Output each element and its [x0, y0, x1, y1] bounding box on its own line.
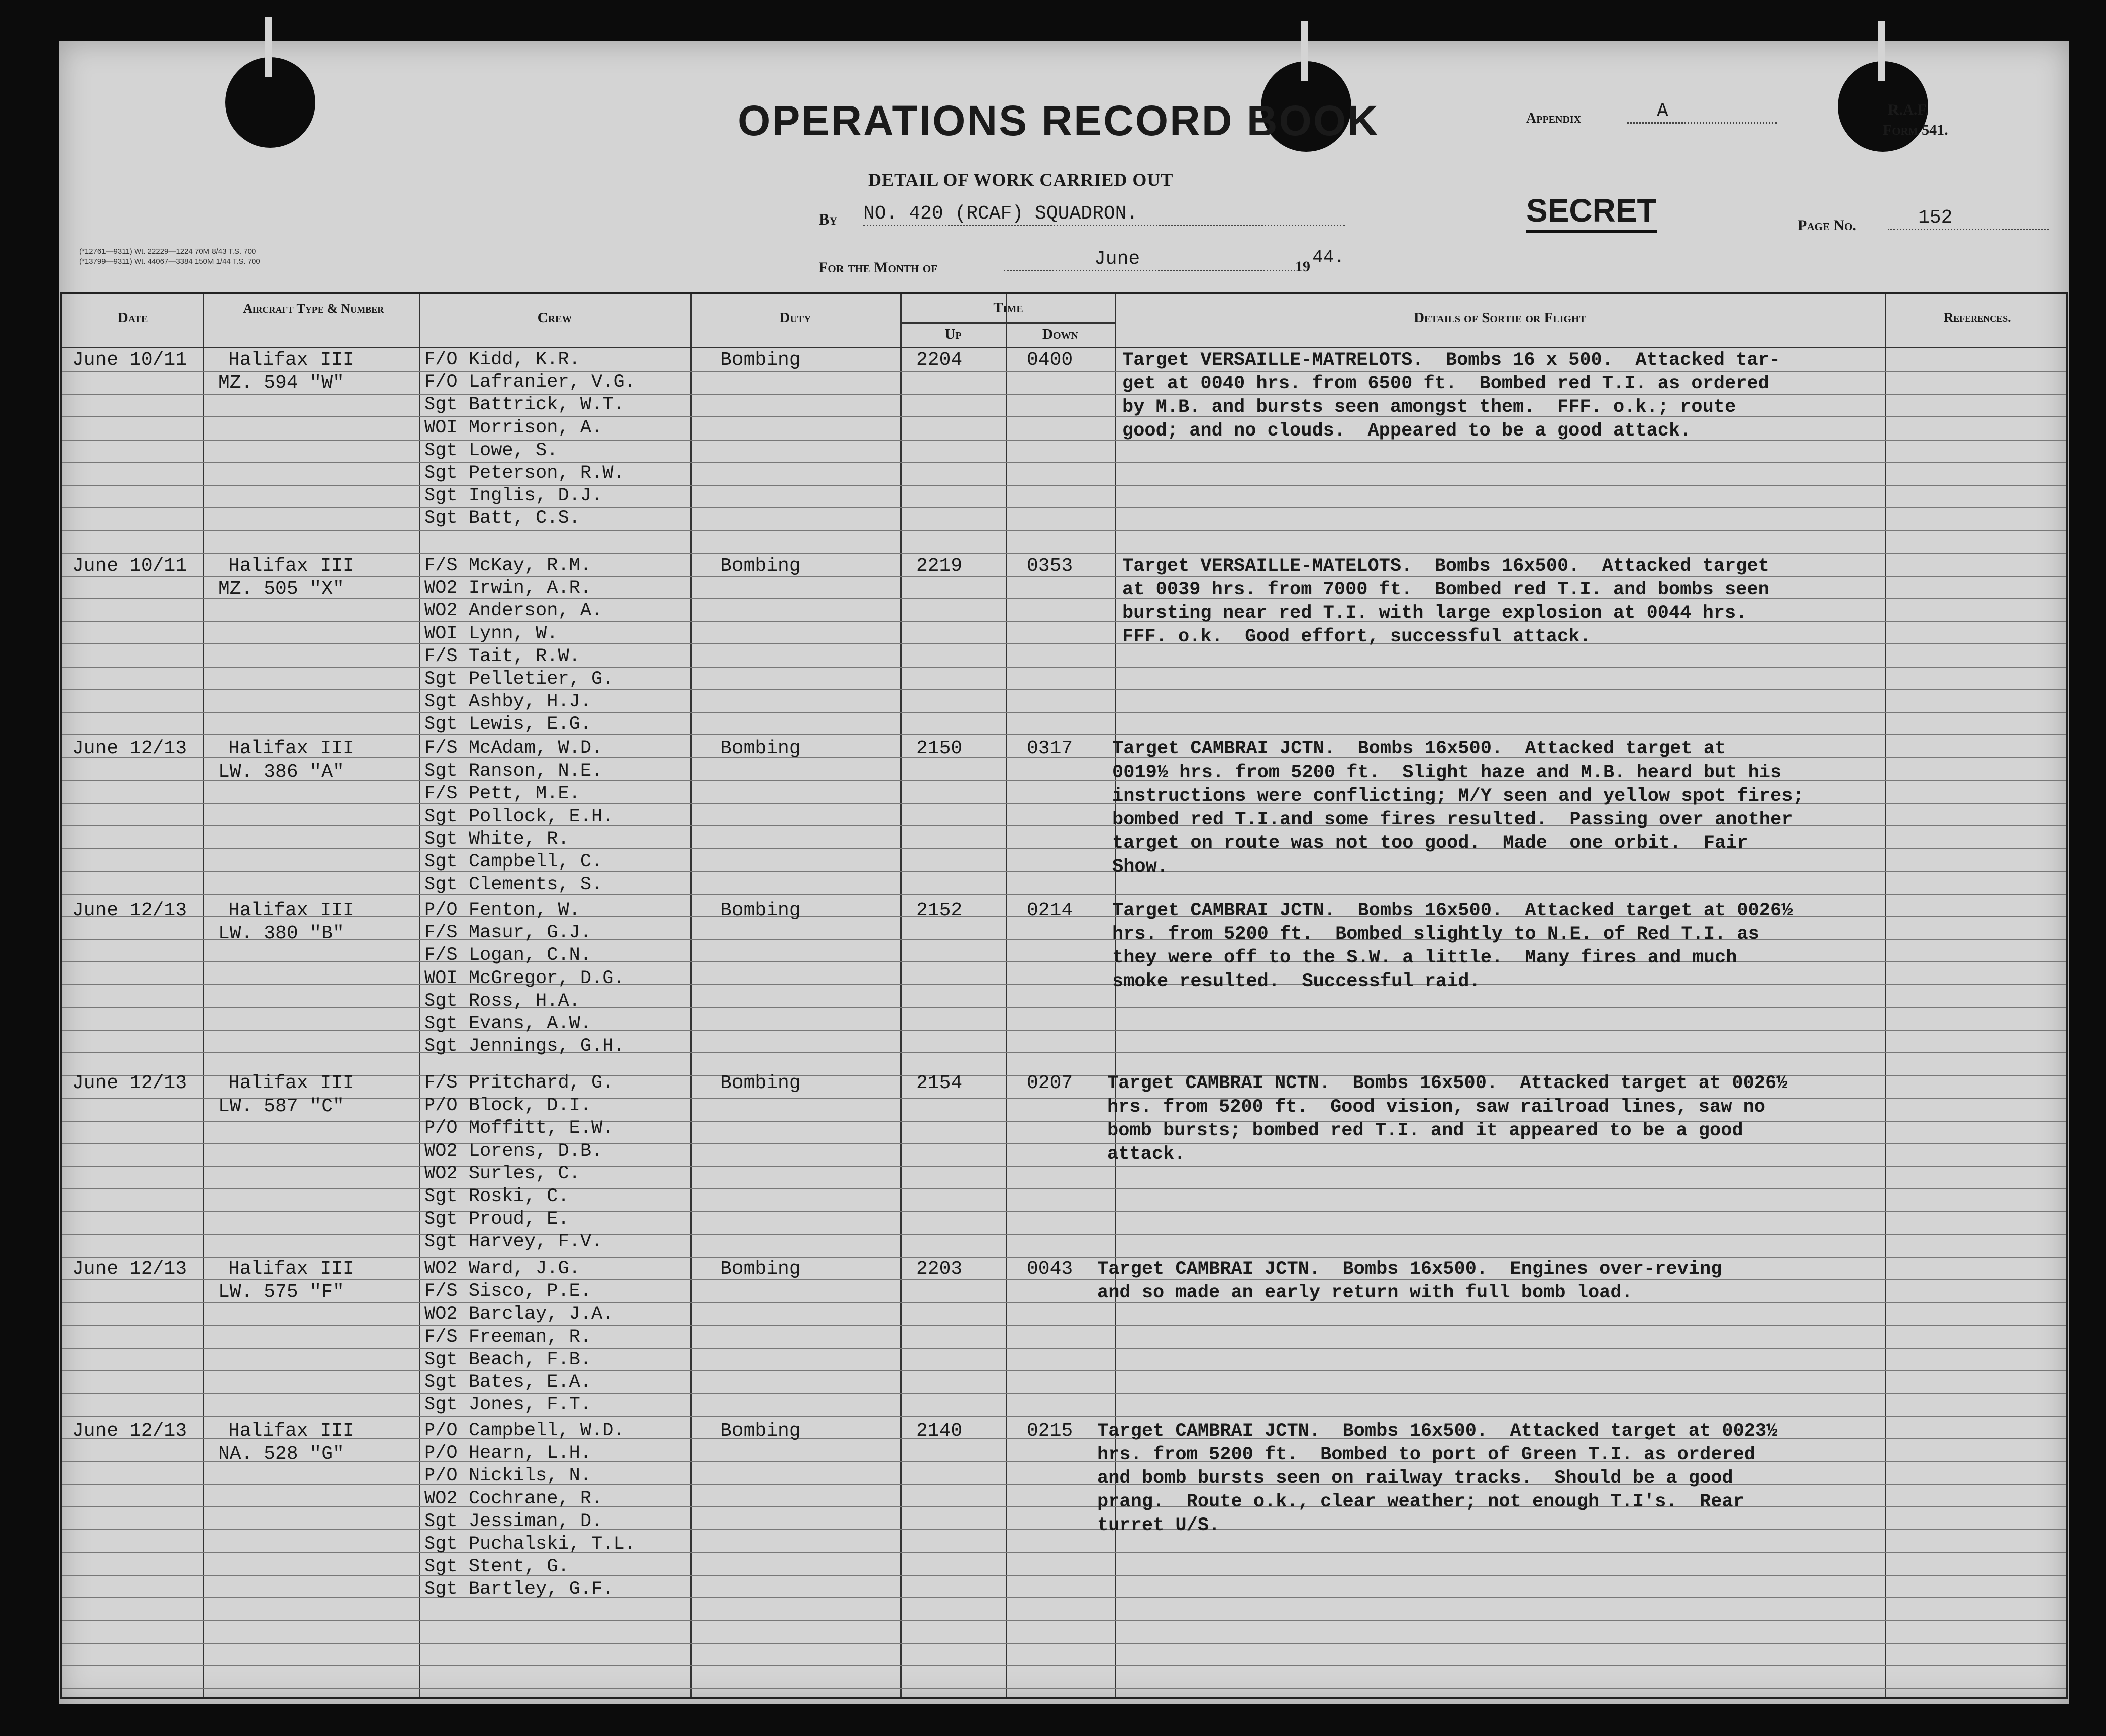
aircraft-number: LW. 380 "B" — [218, 923, 344, 944]
time-down: 0317 — [1027, 738, 1073, 759]
aircraft-number: LW. 587 "C" — [218, 1096, 344, 1117]
ruled-line — [62, 1348, 2066, 1349]
col-duty: Duty — [779, 310, 811, 326]
page-number: 152 — [1888, 207, 2049, 230]
time-up: 2150 — [916, 738, 963, 759]
crew-list: F/S Pritchard, G. P/O Block, D.I. P/O Moffitt, E.W. WO2 Lorens, D.B. WO2 Surles, C. Sgt Roski, C. Sgt Proud, E. Sgt Harvey, F.V. — [424, 1072, 614, 1253]
duty: Bombing — [720, 738, 801, 759]
ruled-line — [62, 1211, 2066, 1212]
appendix-value: A — [1627, 100, 1777, 124]
duty: Bombing — [720, 555, 801, 577]
entry-date: June 12/13 — [72, 738, 187, 759]
ruled-line — [62, 1325, 2066, 1326]
aircraft-number: NA. 528 "G" — [218, 1443, 344, 1465]
ruled-line — [62, 1597, 2066, 1598]
aircraft-number: MZ. 594 "W" — [218, 372, 344, 394]
ruled-line — [62, 485, 2066, 486]
aircraft-type: Halifax III — [228, 738, 354, 759]
time-down: 0214 — [1027, 900, 1073, 921]
aircraft-number: MZ. 505 "X" — [218, 578, 344, 600]
month-label: For the Month of — [819, 259, 937, 276]
ruled-line — [62, 689, 2066, 690]
ruled-line — [62, 1302, 2066, 1303]
year-suffix: 44. — [1312, 247, 1345, 268]
ruled-line — [62, 507, 2066, 508]
ruled-line — [62, 1665, 2066, 1666]
aircraft-type: Halifax III — [228, 349, 354, 371]
aircraft-type: Halifax III — [228, 1258, 354, 1280]
time-down: 0207 — [1027, 1072, 1073, 1094]
sortie-details: Target CAMBRAI NCTN. Bombs 16x500. Attacked target at 0026½ hrs. from 5200 ft. Good vision, saw railroad lines, saw no bomb bursts; bombed red T.I. and it appeared to be a good attack. — [1107, 1073, 1788, 1165]
ruled-line — [62, 1188, 2066, 1189]
ruled-line — [62, 1030, 2066, 1031]
ruled-line — [62, 1007, 2066, 1008]
crew-list: P/O Fenton, W. F/S Masur, G.J. F/S Logan, C.N. WOI McGregor, D.G. Sgt Ross, H.A. Sgt Evans, A.W. Sgt Jennings, G.H. — [424, 900, 625, 1057]
form-label-2: Form 541. — [1883, 122, 1948, 138]
ruled-line — [62, 712, 2066, 713]
time-up: 2152 — [916, 900, 963, 921]
crew-list: F/O Kidd, K.R. F/O Lafranier, V.G. Sgt Battrick, W.T. WOI Morrison, A. Sgt Lowe, S. Sgt Peterson, R.W. Sgt Inglis, D.J. Sgt Batt, C.S. — [424, 349, 636, 529]
ruled-line — [62, 667, 2066, 668]
ruled-line — [62, 553, 2066, 554]
ruled-line — [62, 894, 2066, 895]
time-up: 2154 — [916, 1072, 963, 1094]
print-code-2: (*13799—9311) Wt. 44067—3384 150M 1/44 T.S. 700 — [79, 257, 260, 266]
page-title: OPERATIONS RECORD BOOK — [738, 97, 1380, 144]
form-label-1: R.A.F. — [1888, 101, 1929, 118]
ruled-line — [62, 1688, 2066, 1689]
aircraft-number: LW. 575 "F" — [218, 1281, 344, 1303]
aircraft-number: LW. 386 "A" — [218, 761, 344, 783]
year-prefix: 19 — [1295, 258, 1310, 275]
month-value: June — [1004, 248, 1295, 271]
page-number-label: Page No. — [1798, 217, 1856, 234]
entry-date: June 10/11 — [72, 349, 187, 371]
aircraft-type: Halifax III — [228, 555, 354, 577]
ruled-line — [62, 1620, 2066, 1621]
ruled-line — [62, 1416, 2066, 1417]
time-up: 2140 — [916, 1420, 963, 1442]
appendix-label: Appendix — [1526, 111, 1582, 126]
aircraft-type: Halifax III — [228, 900, 354, 921]
sortie-table — [60, 292, 2068, 1699]
crew-list: P/O Campbell, W.D. P/O Hearn, L.H. P/O Nickils, N. WO2 Cochrane, R. Sgt Jessiman, D. Sgt Puchalski, T.L. Sgt Stent, G. Sgt Bartley, G.F. — [424, 1420, 636, 1600]
sortie-details: Target CAMBRAI JCTN. Bombs 16x500. Attacked target at 0023½ hrs. from 5200 ft. Bombed to port of Green T.I. as ordered and bomb bursts seen on railway tracks. Should be a good prang. Route o.k., clear weather; not enough T.I's. Rear turret U/S. — [1097, 1421, 1778, 1536]
col-up: Up — [944, 326, 962, 342]
ruled-line — [62, 734, 2066, 735]
page-subtitle: DETAIL OF WORK CARRIED OUT — [868, 170, 1174, 190]
time-up: 2204 — [916, 349, 963, 371]
duty: Bombing — [720, 900, 801, 921]
time-up: 2219 — [916, 555, 963, 577]
ruled-line — [62, 530, 2066, 531]
ruled-line — [62, 462, 2066, 463]
sortie-details: Target CAMBRAI JCTN. Bombs 16x500. Attacked target at 0019½ hrs. from 5200 ft. Slight haze and M.B. heard but his instructions were conflicting; M/Y seen and yellow spot fires; bombed red T.I.and some fires resulted. Passing over another target on route was not too good. Made one orbit. Fair Show. — [1112, 738, 1804, 878]
record-sheet — [59, 41, 2069, 1704]
col-references: References. — [1944, 310, 2011, 325]
aircraft-type: Halifax III — [228, 1072, 354, 1094]
sortie-details: Target VERSAILLE-MATRELOTS. Bombs 16 x 500. Attacked tar- get at 0040 hrs. from 6500 ft. Bombed red T.I. as ordered by M.B. and bursts seen amongst them. FFF. o.k.; route good; and no clouds. Appeared to be a good attack. — [1122, 350, 1781, 442]
entry-date: June 12/13 — [72, 1072, 187, 1094]
col-details: Details of Sortie or Flight — [1414, 310, 1586, 326]
duty: Bombing — [720, 1258, 801, 1280]
entry-date: June 12/13 — [72, 1258, 187, 1280]
crew-list: WO2 Ward, J.G. F/S Sisco, P.E. WO2 Barclay, J.A. F/S Freeman, R. Sgt Beach, F.B. Sgt Bates, E.A. Sgt Jones, F.T. — [424, 1258, 614, 1416]
ruled-line — [62, 1234, 2066, 1235]
time-down: 0043 — [1027, 1258, 1073, 1280]
duty: Bombing — [720, 1420, 801, 1442]
col-aircraft: Aircraft Type & Number — [243, 301, 384, 316]
duty: Bombing — [720, 1072, 801, 1094]
crew-list: F/S McAdam, W.D. Sgt Ranson, N.E. F/S Pett, M.E. Sgt Pollock, E.H. Sgt White, R. Sgt Campbell, C. Sgt Clements, S. — [424, 738, 614, 896]
col-time: Time — [993, 300, 1023, 316]
col-date: Date — [117, 310, 148, 326]
entry-date: June 12/13 — [72, 900, 187, 921]
ruled-line — [62, 1052, 2066, 1053]
squadron-name: NO. 420 (RCAF) SQUADRON. — [863, 203, 1345, 226]
sortie-details: Target CAMBRAI JCTN. Bombs 16x500. Engines over-reving and so made an early return with full bomb load. — [1097, 1259, 1722, 1304]
ruled-line — [62, 1552, 2066, 1553]
sortie-details: Target CAMBRAI JCTN. Bombs 16x500. Attacked target at 0026½ hrs. from 5200 ft. Bombed slightly to N.E. of Red T.I. as they were off to the S.W. a little. Many fires and much smoke resulted. Successful raid. — [1112, 900, 1793, 992]
time-down: 0215 — [1027, 1420, 1073, 1442]
print-code-1: (*12761—9311) Wt. 22229—1224 70M 8/43 T.S. 700 — [79, 247, 256, 256]
secret-stamp: SECRET — [1526, 192, 1657, 233]
col-down: Down — [1042, 326, 1078, 342]
by-label: By — [819, 210, 838, 228]
entry-date: June 12/13 — [72, 1420, 187, 1442]
entry-date: June 10/11 — [72, 555, 187, 577]
aircraft-type: Halifax III — [228, 1420, 354, 1442]
crew-list: F/S McKay, R.M. WO2 Irwin, A.R. WO2 Anderson, A. WOI Lynn, W. F/S Tait, R.W. Sgt Pelletier, G. Sgt Ashby, H.J. Sgt Lewis, E.G. — [424, 555, 614, 735]
time-down: 0353 — [1027, 555, 1073, 577]
binder-hole-left — [225, 57, 315, 148]
time-up: 2203 — [916, 1258, 963, 1280]
ruled-line — [62, 1393, 2066, 1394]
sortie-details: Target VERSAILLE-MATELOTS. Bombs 16x500. Attacked target at 0039 hrs. from 7000 ft. Bombed red T.I. and bombs seen bursting near red T.I. with large explosion at 0044 hrs. FFF. o.k. Good effort, successful attack. — [1122, 556, 1769, 647]
ruled-line — [62, 1575, 2066, 1576]
time-down: 0400 — [1027, 349, 1073, 371]
ruled-line — [62, 1370, 2066, 1371]
col-crew: Crew — [537, 310, 572, 326]
duty: Bombing — [720, 349, 801, 371]
ruled-line — [62, 1643, 2066, 1644]
